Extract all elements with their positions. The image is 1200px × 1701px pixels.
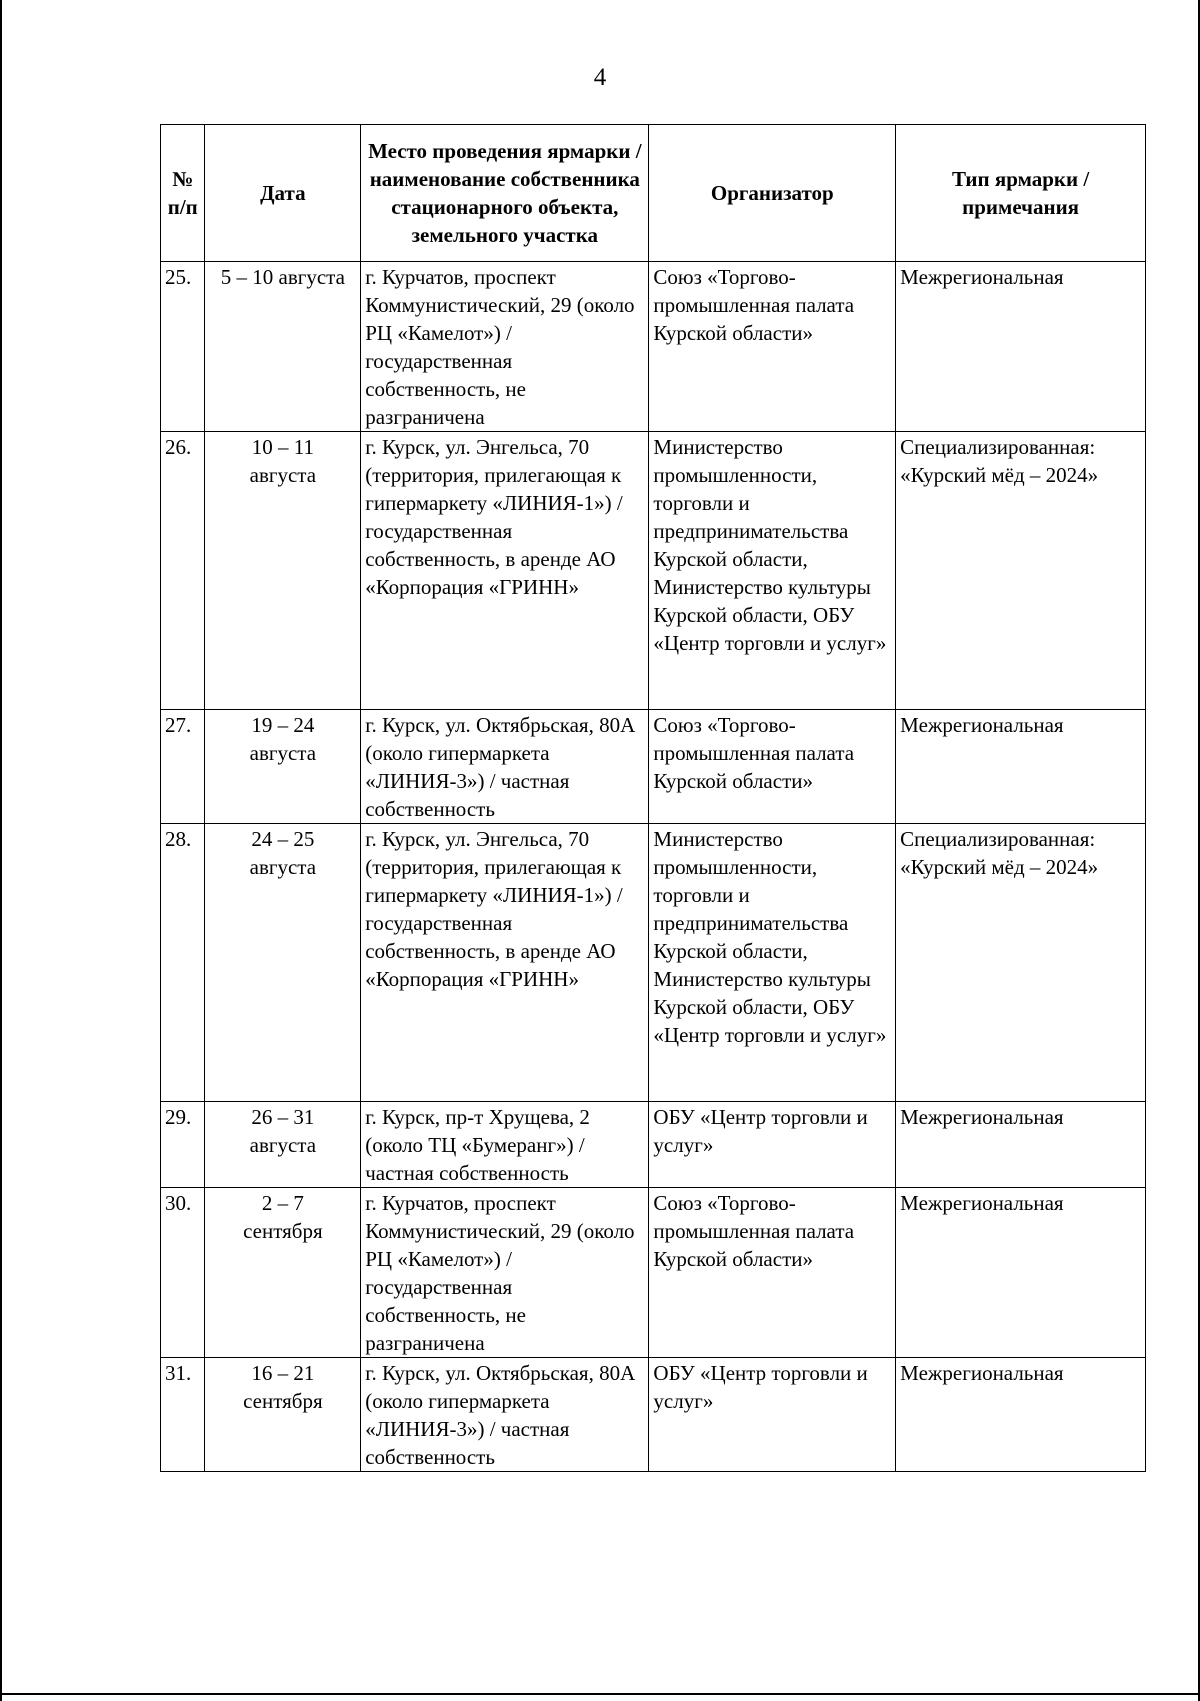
row-place: г. Курск, пр-т Хрущева, 2 (около ТЦ «Бумеранг») / частная собственность (361, 1102, 649, 1188)
row-type: Межрегиональная (896, 1102, 1146, 1188)
row-place: г. Курчатов, проспект Коммунистический, 29 (около РЦ «Камелот») / государственная собственность, не разграничена (361, 262, 649, 432)
table-header-row (161, 125, 1146, 262)
fairs-table (160, 124, 1146, 1472)
row-date: 5 – 10 августа (205, 262, 361, 432)
row-type: Межрегиональная (896, 710, 1146, 824)
row-number: 31. (161, 1358, 205, 1472)
row-organizer: Министерство промышленности, торговли и предпринимательства Курской области, Министерство культуры Курской области, ОБУ «Центр торговли и услуг» (649, 824, 896, 1102)
row-date: 16 – 21 сентября (205, 1358, 361, 1472)
header-place: Место проведения ярмарки / наименование собственника стационарного объекта, земельного участка (361, 125, 649, 262)
header-num: № п/п (161, 125, 205, 262)
page-edge-left (0, 0, 2, 1701)
row-organizer: Министерство промышленности, торговли и предпринимательства Курской области, Министерство культуры Курской области, ОБУ «Центр торговли и услуг» (649, 432, 896, 710)
row-organizer: Союз «Торгово-промышленная палата Курской области» (649, 262, 896, 432)
table-row (161, 1102, 1146, 1188)
header-date: Дата (205, 125, 361, 262)
row-type: Специализированная: «Курский мёд – 2024» (896, 824, 1146, 1102)
row-number: 29. (161, 1102, 205, 1188)
table-row (161, 824, 1146, 1102)
row-date: 19 – 24 августа (205, 710, 361, 824)
row-organizer: ОБУ «Центр торговли и услуг» (649, 1358, 896, 1472)
row-number: 28. (161, 824, 205, 1102)
row-organizer: Союз «Торгово-промышленная палата Курской области» (649, 710, 896, 824)
row-number: 30. (161, 1188, 205, 1358)
table-row (161, 710, 1146, 824)
table-row (161, 262, 1146, 432)
row-type: Межрегиональная (896, 262, 1146, 432)
table-row (161, 1188, 1146, 1358)
header-type: Тип ярмарки / примечания (896, 125, 1146, 262)
page-edge-bottom (0, 1693, 1200, 1701)
row-number: 27. (161, 710, 205, 824)
row-place: г. Курск, ул. Октябрьская, 80А (около гипермаркета «ЛИНИЯ-3») / частная собственность (361, 1358, 649, 1472)
row-date: 10 – 11 августа (205, 432, 361, 710)
row-organizer: Союз «Торгово-промышленная палата Курской области» (649, 1188, 896, 1358)
row-date: 24 – 25 августа (205, 824, 361, 1102)
header-organizer: Организатор (649, 125, 896, 262)
row-number: 25. (161, 262, 205, 432)
page-number: 4 (593, 64, 607, 91)
row-place: г. Курск, ул. Энгельса, 70 (территория, прилегающая к гипермаркету «ЛИНИЯ-1») / государственная собственность, в аренде АО «Корпорация «ГРИНН» (361, 432, 649, 710)
row-type: Специализированная: «Курский мёд – 2024» (896, 432, 1146, 710)
row-place: г. Курчатов, проспект Коммунистический, 29 (около РЦ «Камелот») / государственная собственность, не разграничена (361, 1188, 649, 1358)
row-date: 26 – 31 августа (205, 1102, 361, 1188)
row-number: 26. (161, 432, 205, 710)
row-date: 2 – 7 сентября (205, 1188, 361, 1358)
table-row (161, 432, 1146, 710)
row-place: г. Курск, ул. Энгельса, 70 (территория, прилегающая к гипермаркету «ЛИНИЯ-1») / государственная собственность, в аренде АО «Корпорация «ГРИНН» (361, 824, 649, 1102)
row-type: Межрегиональная (896, 1188, 1146, 1358)
table-row (161, 1358, 1146, 1472)
row-type: Межрегиональная (896, 1358, 1146, 1472)
row-place: г. Курск, ул. Октябрьская, 80А (около гипермаркета «ЛИНИЯ-3») / частная собственность (361, 710, 649, 824)
row-organizer: ОБУ «Центр торговли и услуг» (649, 1102, 896, 1188)
